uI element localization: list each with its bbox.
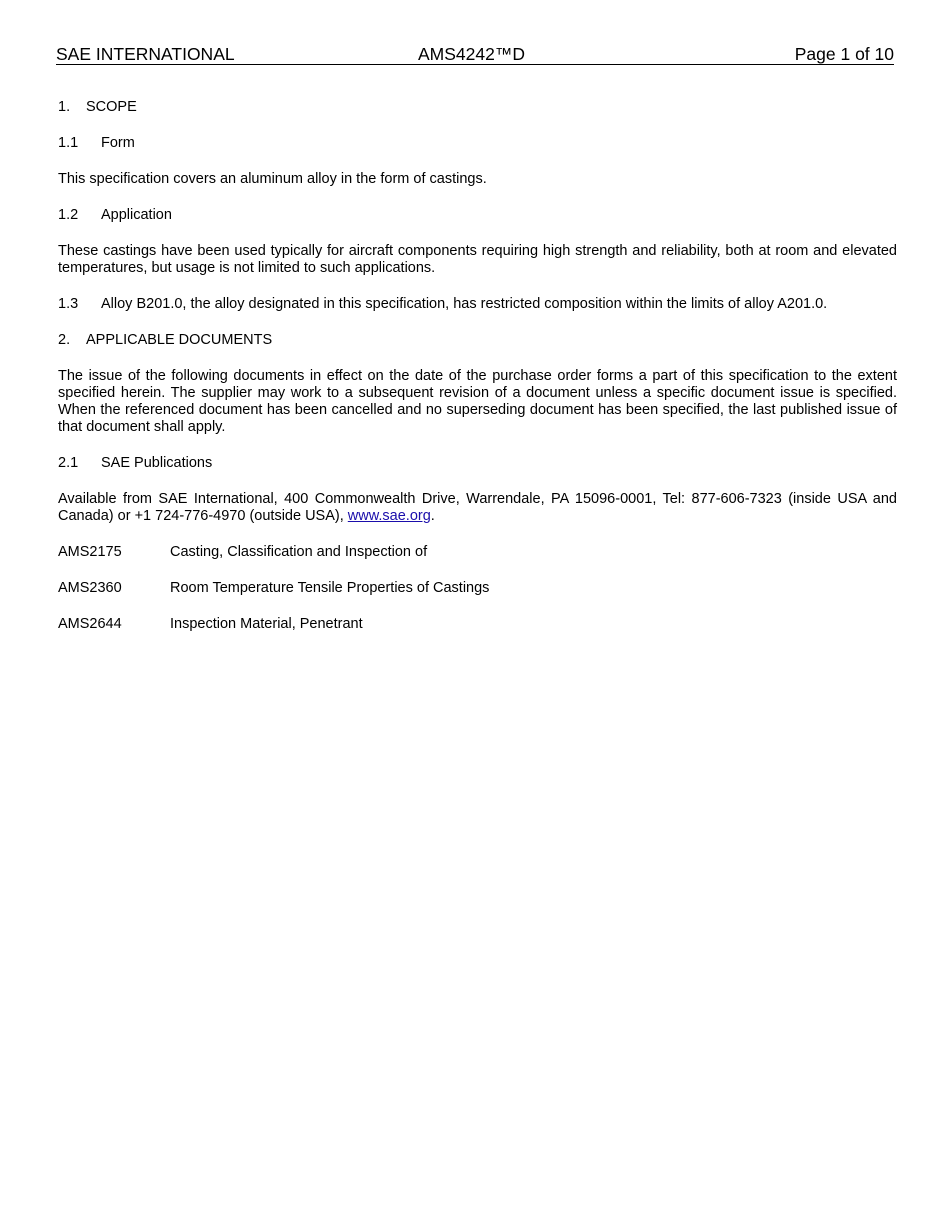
section-number: 1.1 bbox=[58, 135, 79, 151]
section-1-2-heading bbox=[58, 207, 897, 224]
section-number: 1. bbox=[58, 99, 71, 115]
header-page-number: Page 1 of 10 bbox=[794, 44, 894, 64]
section-2-body: The issue of the following documents in effect on the date of the purchase order forms a part of this specification to the extent specified herein. The supplier may work to a subsequent revision of a document unless a specific document issue is specified. When the referenced document has been cancelled and no superseding document has been specified, the last published issue of that document shall apply. bbox=[58, 368, 897, 435]
reference-row bbox=[58, 580, 897, 597]
reference-title: Inspection Material, Penetrant bbox=[170, 616, 363, 632]
section-1-1-body: This specification covers an aluminum alloy in the form of castings. bbox=[58, 171, 487, 187]
reference-row bbox=[58, 544, 897, 561]
section-1-3 bbox=[58, 296, 897, 313]
reference-code: AMS2644 bbox=[58, 616, 122, 632]
section-2-1-body bbox=[58, 491, 897, 525]
section-number: 1.2 bbox=[58, 207, 79, 223]
header-doc-id: AMS4242™D bbox=[418, 44, 525, 64]
section-2-1-heading bbox=[58, 455, 897, 472]
section-title: Application bbox=[101, 207, 172, 223]
reference-title: Room Temperature Tensile Properties of Castings bbox=[170, 580, 490, 596]
section-1-1-heading bbox=[58, 135, 897, 152]
section-text: Alloy B201.0, the alloy designated in this specification, has restricted composition within the limits of alloy A201.0. bbox=[101, 296, 828, 312]
section-title: APPLICABLE DOCUMENTS bbox=[86, 332, 273, 348]
reference-title: Casting, Classification and Inspection of bbox=[170, 544, 428, 560]
reference-row bbox=[58, 616, 897, 633]
section-title: SCOPE bbox=[86, 99, 137, 115]
section-number: 2. bbox=[58, 332, 71, 348]
sentence-end: . bbox=[430, 508, 435, 524]
reference-code: AMS2175 bbox=[58, 544, 122, 560]
section-title: Form bbox=[101, 135, 135, 151]
section-1-heading bbox=[58, 99, 897, 116]
document-body bbox=[58, 99, 897, 633]
section-title: SAE Publications bbox=[101, 455, 213, 471]
reference-code: AMS2360 bbox=[58, 580, 122, 596]
section-2-heading bbox=[58, 332, 897, 349]
page-header bbox=[56, 44, 894, 65]
sae-website-link[interactable]: www.sae.org bbox=[347, 508, 431, 524]
header-org: SAE INTERNATIONAL bbox=[56, 44, 235, 64]
section-2-1-text: Available from SAE International, 400 Commonwealth Drive, Warrendale, PA 15096-0001, Tel: 877-606-7323 (inside USA and Canada) or +1 724-776-4970 (outside USA), bbox=[58, 491, 897, 524]
section-number: 2.1 bbox=[58, 455, 79, 471]
section-1-2-body: These castings have been used typically for aircraft components requiring high strength and reliability, both at room and elevated temperatures, but usage is not limited to such applications. bbox=[58, 243, 897, 276]
section-number: 1.3 bbox=[58, 296, 79, 312]
